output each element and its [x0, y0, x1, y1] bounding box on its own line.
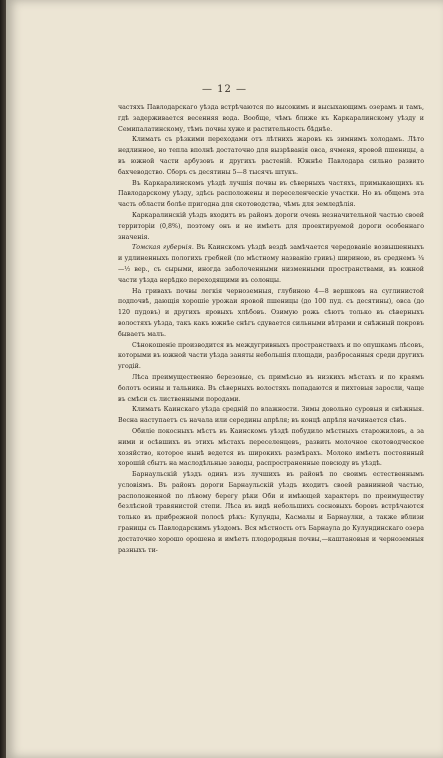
section-lead-title: Томская губернія. [132, 244, 194, 252]
paragraph-text: Лѣса преимущественно березовые, съ примѣсью въ низкихъ мѣстахъ и по краямъ болотъ осины и тальника. Въ сѣверныхъ волостяхъ попадаются и пихтовыя заросли, чаще въ смѣси съ лиственными породами. [118, 373, 424, 403]
paragraph [118, 179, 424, 211]
paragraph [118, 427, 424, 470]
paragraph-text: Сѣнокошеніе производится въ междугривныхъ пространствахъ и по опушкамъ лѣсовъ, которыми въ южной части уѣзда заняты небольшія площади, разбросанныя среди другихъ угодій. [118, 341, 424, 371]
paragraph-text: Въ Каинскомъ уѣздѣ вездѣ замѣчается чередованіе возвышенныхъ и удлиненныхъ пологихъ гребней (по мѣстному названію гривъ) шириною, въ среднемъ ¼—½ вер., съ сырыми, иногда заболоченными низменными пространствами, въ южной части уѣзда нерѣдко переходящими въ солонцы. [118, 244, 424, 284]
page-number: — 12 — [201, 84, 248, 95]
paragraph-text: Каркаралинскій уѣздъ входитъ въ районъ дороги очень незначительной частью своей территоріи (0,8%), поэтому онъ и не имѣетъ для проектируемой дороги особеннаго значенія. [118, 211, 424, 241]
paragraph-text: Климатъ съ рѣзкими переходами отъ лѣтнихъ жаровъ къ зимнимъ холодамъ. Лѣто недлинное, но тепла вполнѣ достаточно для вызрѣванія овса, ячменя, яровой пшеницы, а въ южной части арбузовъ и другихъ растеній. Южнѣе Павлодара сильно развито бахчеводство. Сборъ съ десятины 5—8 тысячъ штукъ. [118, 136, 424, 176]
paragraph [118, 135, 424, 178]
paragraph [118, 103, 424, 135]
paragraph [118, 287, 424, 341]
paragraph-text: частяхъ Павлодарскаго уѣзда встрѣчаются по высокимъ и высыхающимъ озерамъ и тамъ, гдѣ задерживается весенняя вода. Вообще, чѣмъ ближе къ Каркаралинскому уѣзду и Семипалатинскому, тѣмъ почвы хуже и растительность бѣднѣе. [118, 104, 424, 133]
paragraph [118, 341, 424, 373]
paragraph-text: Въ Каркаралинскомъ уѣздѣ лучшія почвы въ сѣверныхъ частяхъ, примыкающихъ къ Павлодарскому уѣзду, здѣсь расположены и переселенческіе участки. Но въ общемъ эта часть области болѣе пригодна для скотоводства, чѣмъ для земледѣлія. [118, 179, 424, 209]
paragraph [118, 470, 424, 556]
book-page [6, 0, 443, 758]
paragraph [118, 211, 424, 243]
paragraph [118, 243, 424, 286]
body-text [118, 103, 424, 556]
paragraph-text: Обиліе покосныхъ мѣстъ въ Каинскомъ уѣздѣ побудило мѣстныхъ старожиловъ, а за ними и осѣвшихъ въ этихъ мѣстахъ переселенцевъ, развить молочное скотоводческое хозяйство, которое нынѣ ведется въ широкихъ размѣрахъ. Молоко имѣетъ постоянный хорошій сбытъ на маслодѣльные заводы, распространенные повсюду въ уѣздѣ. [118, 427, 424, 468]
paragraph-text: Климатъ Каинскаго уѣзда средній по влажности. Зимы довольно суровыя и снѣжныя. Весна наступаетъ съ начала или середины апрѣля; въ концѣ апрѣля начинается сѣвъ. [118, 406, 424, 425]
paragraph [118, 405, 424, 427]
paragraph [118, 373, 424, 405]
paragraph-text: На гривахъ почвы легкія черноземныя, глубиною 4—8 вершковъ на суглинистой подпочвѣ, дающія хорошіе урожаи яровой пшеницы (до 100 пуд. съ десятины), овса (до 120 пудовъ) и другихъ яровыхъ хлѣбовъ. Озимую рожь сѣютъ только въ сѣверныхъ волостяхъ уѣзда, такъ какъ южнѣе снѣгъ сдувается сильными вѣтрами и снѣжный покровъ бываетъ малъ. [118, 287, 424, 338]
paragraph-text: Барнаульскій уѣздъ одинъ изъ лучшихъ въ районѣ по своимъ естественнымъ условіямъ. Въ районъ дороги Барнаульскій уѣздъ входитъ своей равнинной частью, расположенной по лѣвому берегу рѣки Оби и имѣющей характеръ по преимуществу безлѣсной травянистой степи. Лѣса въ видѣ небольшихъ сосновыхъ боровъ встрѣчаются только въ прибрежной полосѣ рѣкъ: Кулунды, Касмалы и Барнаулки, а также вблизи границы съ Павлодарскимъ уѣздомъ. Вся мѣстность отъ Барнаула до Кулундинскаго озера достаточно хорошо орошена и имѣетъ плодородныя почвы,—каштановыя и черноземныя разныхъ ти- [118, 471, 424, 554]
